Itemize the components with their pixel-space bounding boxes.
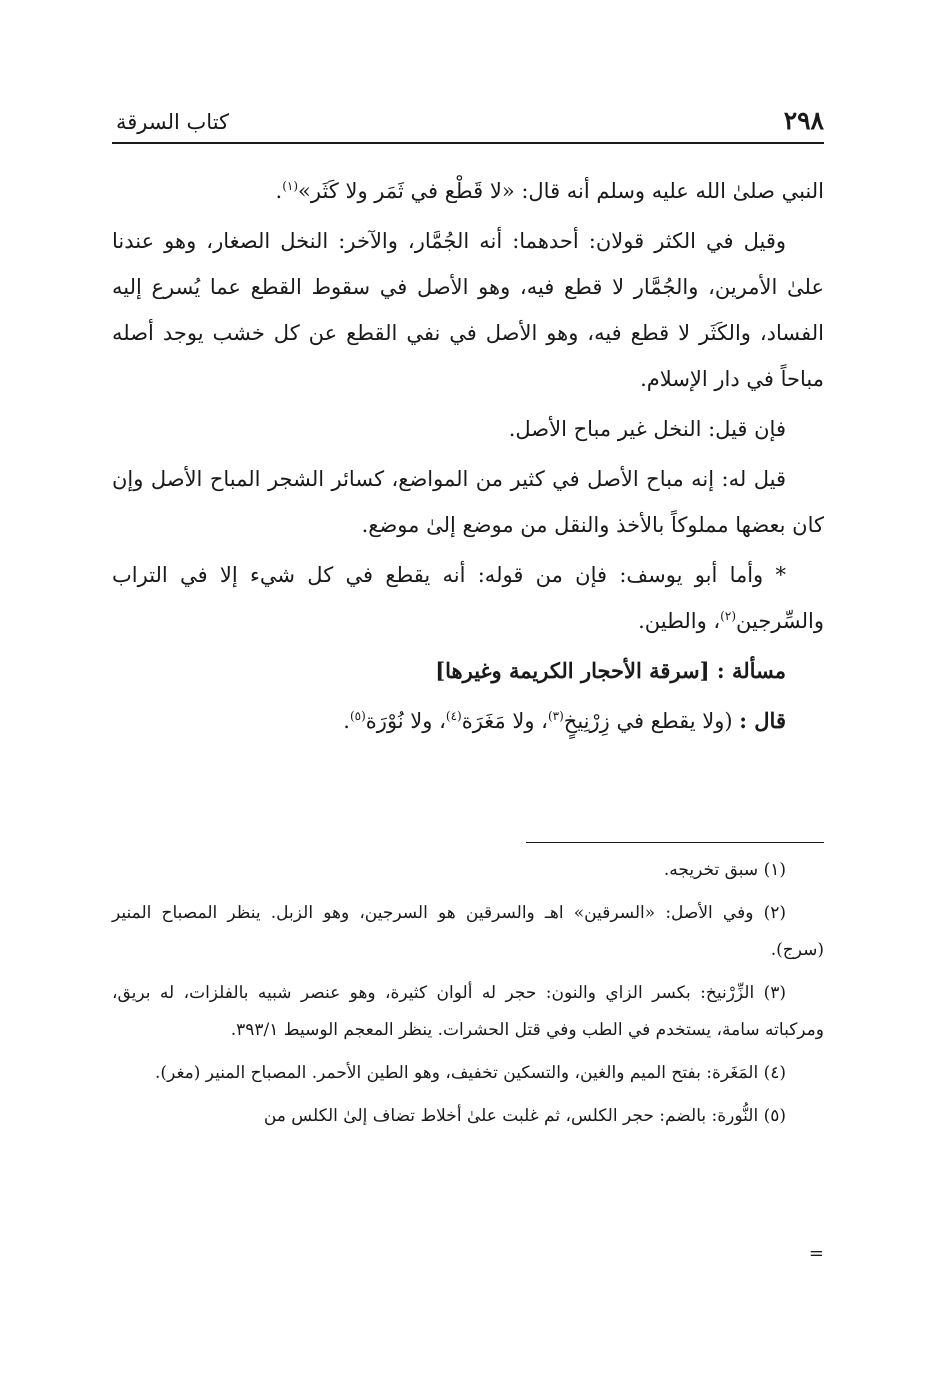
statement-part-2: ، ولا مَغَرَة: [461, 709, 548, 733]
main-text: [112, 168, 824, 748]
footnote-5: (٥) النُّورة: بالضم: حجر الكلس، ثم غلبت علىٰ أخلاط تضاف إلىٰ الكلس من: [263, 1106, 786, 1126]
footnote-3: (٣) الزِّرْنيخ: بكسر الزاي والنون: حجر له ألوان كثيرة، وهو عنصر شبيه بالفلزات، له بريق، ومركباته سامة، يستخدم في الطب وفي قتل الحشرات. ينظر المعجم الوسيط ٣٩٣/١.: [112, 983, 824, 1040]
paragraph-statement: [112, 698, 824, 744]
chapter-title: كتاب السرقة: [116, 110, 230, 134]
running-header: [112, 100, 824, 144]
footnote-ref-2: (٢): [720, 609, 736, 623]
statement-end: .: [343, 709, 350, 733]
footnotes: [112, 852, 824, 1141]
footnote-ref-4: (٤): [445, 709, 462, 723]
book-page: [112, 0, 824, 1378]
statement-part-1: (ولا يقطع في زِرْنِيخٍ: [563, 709, 733, 733]
statement-label: قال :: [739, 708, 786, 733]
paragraph-objection: فإن قيل: النخل غير مباح الأصل.: [508, 417, 786, 441]
statement-part-3: ، ولا نُوْرَة: [365, 709, 446, 733]
continuation-mark: =: [808, 1243, 824, 1264]
paragraph-hadith: [112, 168, 824, 214]
paragraph-abu-yusuf: [112, 552, 824, 644]
heading-title: [سرقة الأحجار الكريمة وغيرها]: [435, 658, 710, 683]
footnote-2: (٢) وفي الأصل: «السرقين» اهـ والسرقين هو السرجين، وهو الزبل. ينظر المصباح المنير (سرج).: [112, 903, 824, 960]
paragraph-text: النبي صلىٰ الله عليه وسلم أنه قال: «لا قَطْع في ثَمَر ولا كَثَر»: [298, 179, 824, 203]
footnote-divider: [526, 842, 824, 843]
paragraph-kathar: وقيل في الكثر قولان: أحدهما: أنه الجُمَّار، والآخر: النخل الصغار، وهو عندنا علىٰ الأمرين، والجُمَّار لا قطع فيه، وهو الأصل في سقوط القطع عما يُسرع إليه الفساد، والكَثَر لا قطع فيه، وهو الأصل في نفي القطع عن كل خشب يوجد أصله مباحاً في دار الإسلام.: [112, 229, 824, 391]
footnote-ref-5: (٥): [349, 709, 366, 723]
paragraph-end: ، والطين.: [638, 609, 721, 633]
footnote-1: (١) سبق تخريجه.: [663, 860, 786, 880]
paragraph-reply: قيل له: إنه مباح الأصل في كثير من المواضع، كسائر الشجر المباح الأصل وإن كان بعضها مملوكاً بالأخذ والنقل من موضع إلىٰ موضع.: [112, 467, 824, 537]
paragraph-end: .: [275, 179, 283, 203]
section-heading: [112, 648, 824, 694]
heading-label: مسألة :: [716, 658, 786, 683]
paragraph-text: * وأما أبو يوسف: فإن من قوله: أنه يقطع في كل شيء إلا في التراب والسِّرجين: [112, 563, 824, 633]
footnote-ref-1: (١): [282, 179, 299, 193]
page-number: ٢٩٨: [783, 106, 824, 135]
footnote-4: (٤) المَغَرة: بفتح الميم والغين، والتسكين تخفيف، وهو الطين الأحمر. المصباح المنير (مغر).: [155, 1063, 786, 1083]
footnote-ref-3: (٣): [547, 709, 564, 723]
